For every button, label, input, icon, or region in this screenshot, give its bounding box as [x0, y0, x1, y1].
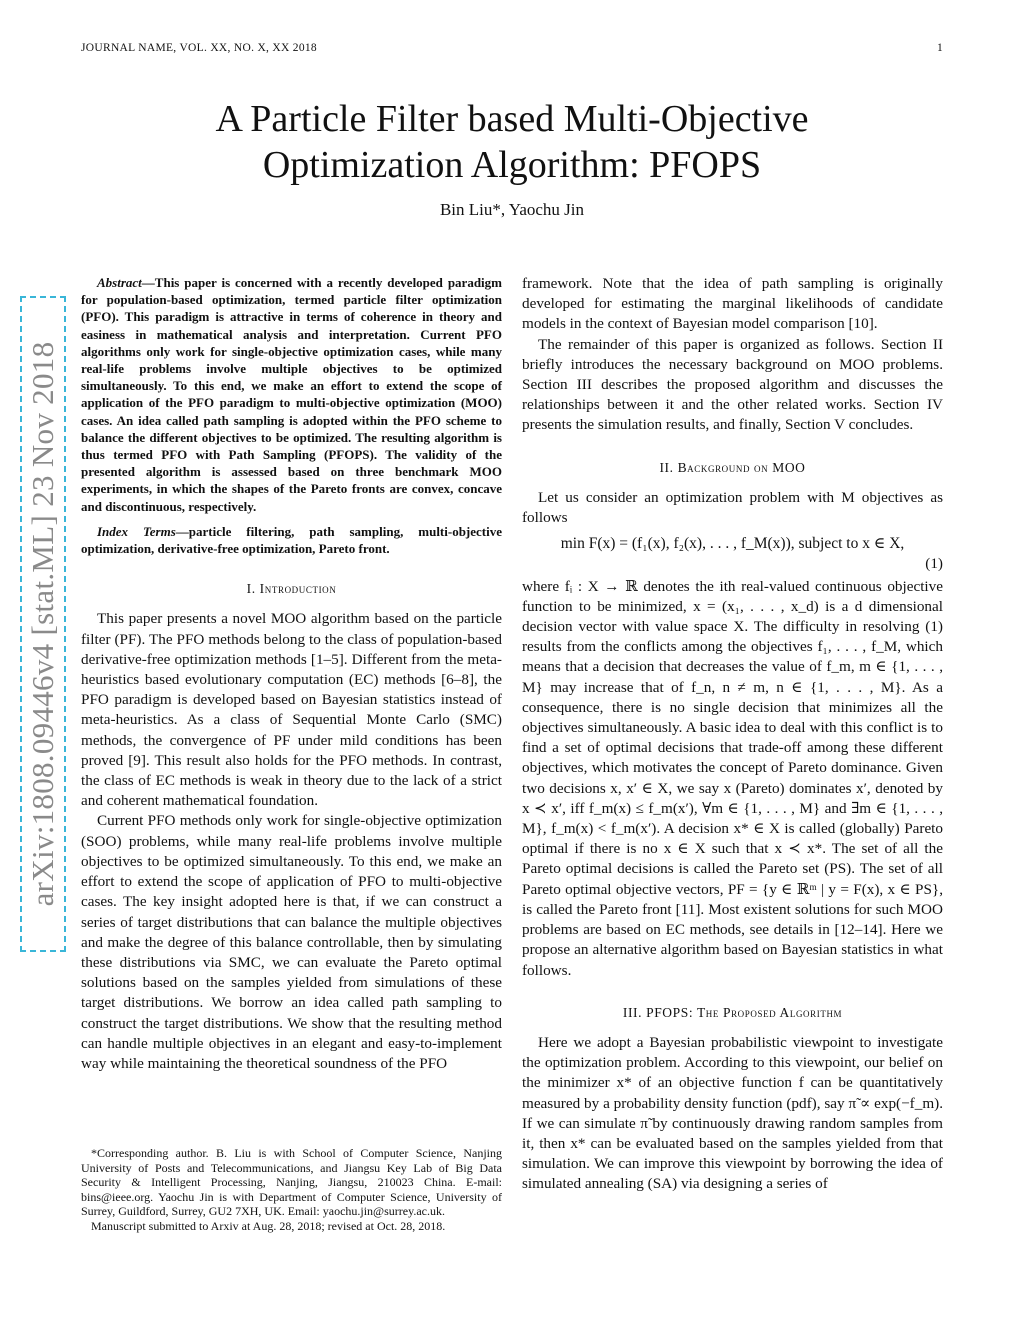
- organization-paragraph: The remainder of this paper is organized as follows. Section II briefly introduces the necessary background on MOO problems. Section III describes the proposed algorithm and discusses the relationships between it and the other related works. Section IV presents the simulation results, and finally, Section V concludes.: [522, 335, 943, 434]
- continued-paragraph: framework. Note that the idea of path sampling is originally developed for estimating the marginal likelihoods of candidate models in the context of Bayesian model comparison [10].: [522, 275, 943, 333]
- intro-paragraph-2: Current PFO methods only work for single-objective optimization (SOO) problems, while many real-life problems involve multiple objectives to be optimized simultaneously. To this end, we make an effort to extend the scope of application of PFO to multi-objective cases. The key insight adopted here is that, if we can construct a series of target distributions that can balance the multiple objectives and make the degree of this balance controllable, then by simulating these distributions via SMC, we can evaluate the Pareto optimal solutions based on the samples yielded from simulations of these target distributions. We borrow an idea called path sampling to construct the target distributions. We show that the resulting method can handle multiple objectives in an elegant and easy-to-implement way while maintaining the theoretical soundness of the PFO: [81, 812, 502, 1072]
- equation-number: (1): [925, 555, 943, 573]
- arxiv-identifier: arXiv:1808.09446v4 [stat.ML] 23 Nov 2018: [25, 341, 60, 907]
- right-column: [522, 274, 943, 1195]
- section-introduction-heading: I. Introduction: [246, 581, 337, 597]
- abstract-lead: Abstract: [97, 275, 142, 290]
- arxiv-stamp[interactable]: [20, 296, 66, 952]
- bayesian-viewpoint-paragraph: Here we adopt a Bayesian probabilistic viewpoint to investigate the optimization problem. According to this viewpoint, our belief on the minimizer x* of an objective function f can be quantitatively measured by a probability density function (pdf), say π̃ ∝ exp(−f_m). If we can simulate π̃ by continuously drawing random samples from it, then x* can be evaluated based on the samples yielded from that simulation. We can improve this viewpoint by borrowing the idea of simulated annealing (SA) via designing a series of: [522, 1033, 943, 1193]
- index-terms-lead: Index Terms: [97, 523, 176, 539]
- paper-title: [81, 96, 943, 188]
- problem-intro-paragraph: Let us consider an optimization problem with M objectives as follows: [522, 488, 943, 527]
- page-number: 1: [936, 42, 943, 54]
- index-terms-text: —particle filtering, path sampling, multi-objective optimization, derivative-free optimization, Pareto front.: [81, 523, 503, 557]
- section-background-heading: II. Background on MOO: [659, 459, 806, 475]
- left-column: [81, 274, 502, 1074]
- intro-paragraph-1: This paper presents a novel MOO algorithm based on the particle filter (PF). The PFO methods belong to the class of population-based derivative-free optimization methods [1–5]. Different from the meta-heuristics based evolutionary computation (EC) methods [6–8], the PFO paradigm is developed based on Bayesian statistics instead of meta-heuristics. As a class of Sequential Monte Carlo (SMC) methods, the convergence of PF under mild conditions has been proved [9]. This result also holds for the PFO methods. In contrast, the class of EC methods is weak in theory due to the lack of a strict and coherent mathematical foundation.: [81, 610, 502, 810]
- equation-1: min F(x) = (f₁(x), f₂(x), . . . , f_M(x)), subject to x ∈ X,: [560, 535, 905, 553]
- abstract-text: —This paper is concerned with a recently developed paradigm for population-based optimization, termed particle filter optimization (PFO). This paradigm is attractive in terms of coherence in theory and easiness in mathematical analysis and interpretation. Current PFO algorithms only work for single-objective optimization cases, while many real-life problems involve multiple objectives to be optimized simultaneously. To this end, we make an effort to extend the scope of application of the PFO paradigm to multi-objective optimization (MOO) cases. An idea called path sampling is adopted within the PFO scheme to balance the different objectives to be optimized. The resulting algorithm is thus termed PFO with Path Sampling (PFOPS). The validity of the presented algorithm is assessed based on three benchmark MOO experiments, in which the shapes of the Pareto fronts are convex, concave and discontinuous, respectively.: [81, 275, 502, 514]
- running-header: [81, 42, 943, 54]
- section-proposed-algorithm-heading: III. PFOPS: The Proposed Algorithm: [622, 1004, 843, 1020]
- manuscript-note: Manuscript submitted to Arxiv at Aug. 28, 2018; revised at Oct. 28, 2018.: [91, 1218, 446, 1233]
- journal-name: JOURNAL NAME, VOL. XX, NO. X, XX 2018: [81, 42, 317, 54]
- pareto-paragraph: where fᵢ : X → ℝ denotes the ith real-valued continuous objective function to be minimized, x = (x₁, . . . , x_d) is a d dimensional decision vector with value space X. The difficulty in resolving (1) results from the conflicts among the objectives f₁, . . . , f_M, which means that a decision that decreases the value of f_m, m ∈ {1, . . . , M} may increase that of f_n, n ≠ m, n ∈ {1, . . . , M}. As a consequence, there is no single decision that minimizes all the objectives simultaneously. A basic idea to deal with this conflict is to find a set of optimal decisions that trade-off among these different objectives, which motivates the concept of Pareto dominance. Given two decisions x, x′ ∈ X, we say x (Pareto) dominates x′, denoted by x ≺ x′, iff f_m(x) ≤ f_m(x′), ∀m ∈ {1, . . . , M} and ∃m ∈ {1, . . . , M}, f_m(x) < f_m(x′). A decision x* ∈ X is called (globally) Pareto optimal if there is no x ∈ X such that x ≺ x*. The set of all the Pareto optimal decisions is called the Pareto set (PS). The set of all Pareto optimal objective vectors, PF = {y ∈ ℝᵐ | y = F(x), x ∈ PS}, is called the Pareto front [11]. Most existent solutions for such MOO problems are based on EC methods, see details in [12–14]. Here we propose an alternative algorithm based on Bayesian statistics in what follows.: [522, 577, 943, 979]
- index-terms: [81, 523, 502, 557]
- title-line-1: A Particle Filter based Multi-Objective: [215, 98, 809, 140]
- corresponding-author-note: *Corresponding author. B. Liu is with School of Computer Science, Nanjing University of Posts and Telecommunications, and Jiangsu Key Lab of Big Data Security & Intelligent Processing, Nanjing, Jiangsu, 210023 China. E-mail: bins@ieee.org. Yaochu Jin is with Department of Computer Science, University of Surrey, Guildford, Surrey, GU2 7XH, UK. Email: yaochu.jin@surrey.ac.uk.: [81, 1146, 502, 1219]
- author-list: Bin Liu*, Yaochu Jin: [439, 200, 585, 219]
- footnote: [81, 1146, 502, 1234]
- abstract: [81, 274, 502, 515]
- title-line-2: Optimization Algorithm: PFOPS: [262, 144, 762, 186]
